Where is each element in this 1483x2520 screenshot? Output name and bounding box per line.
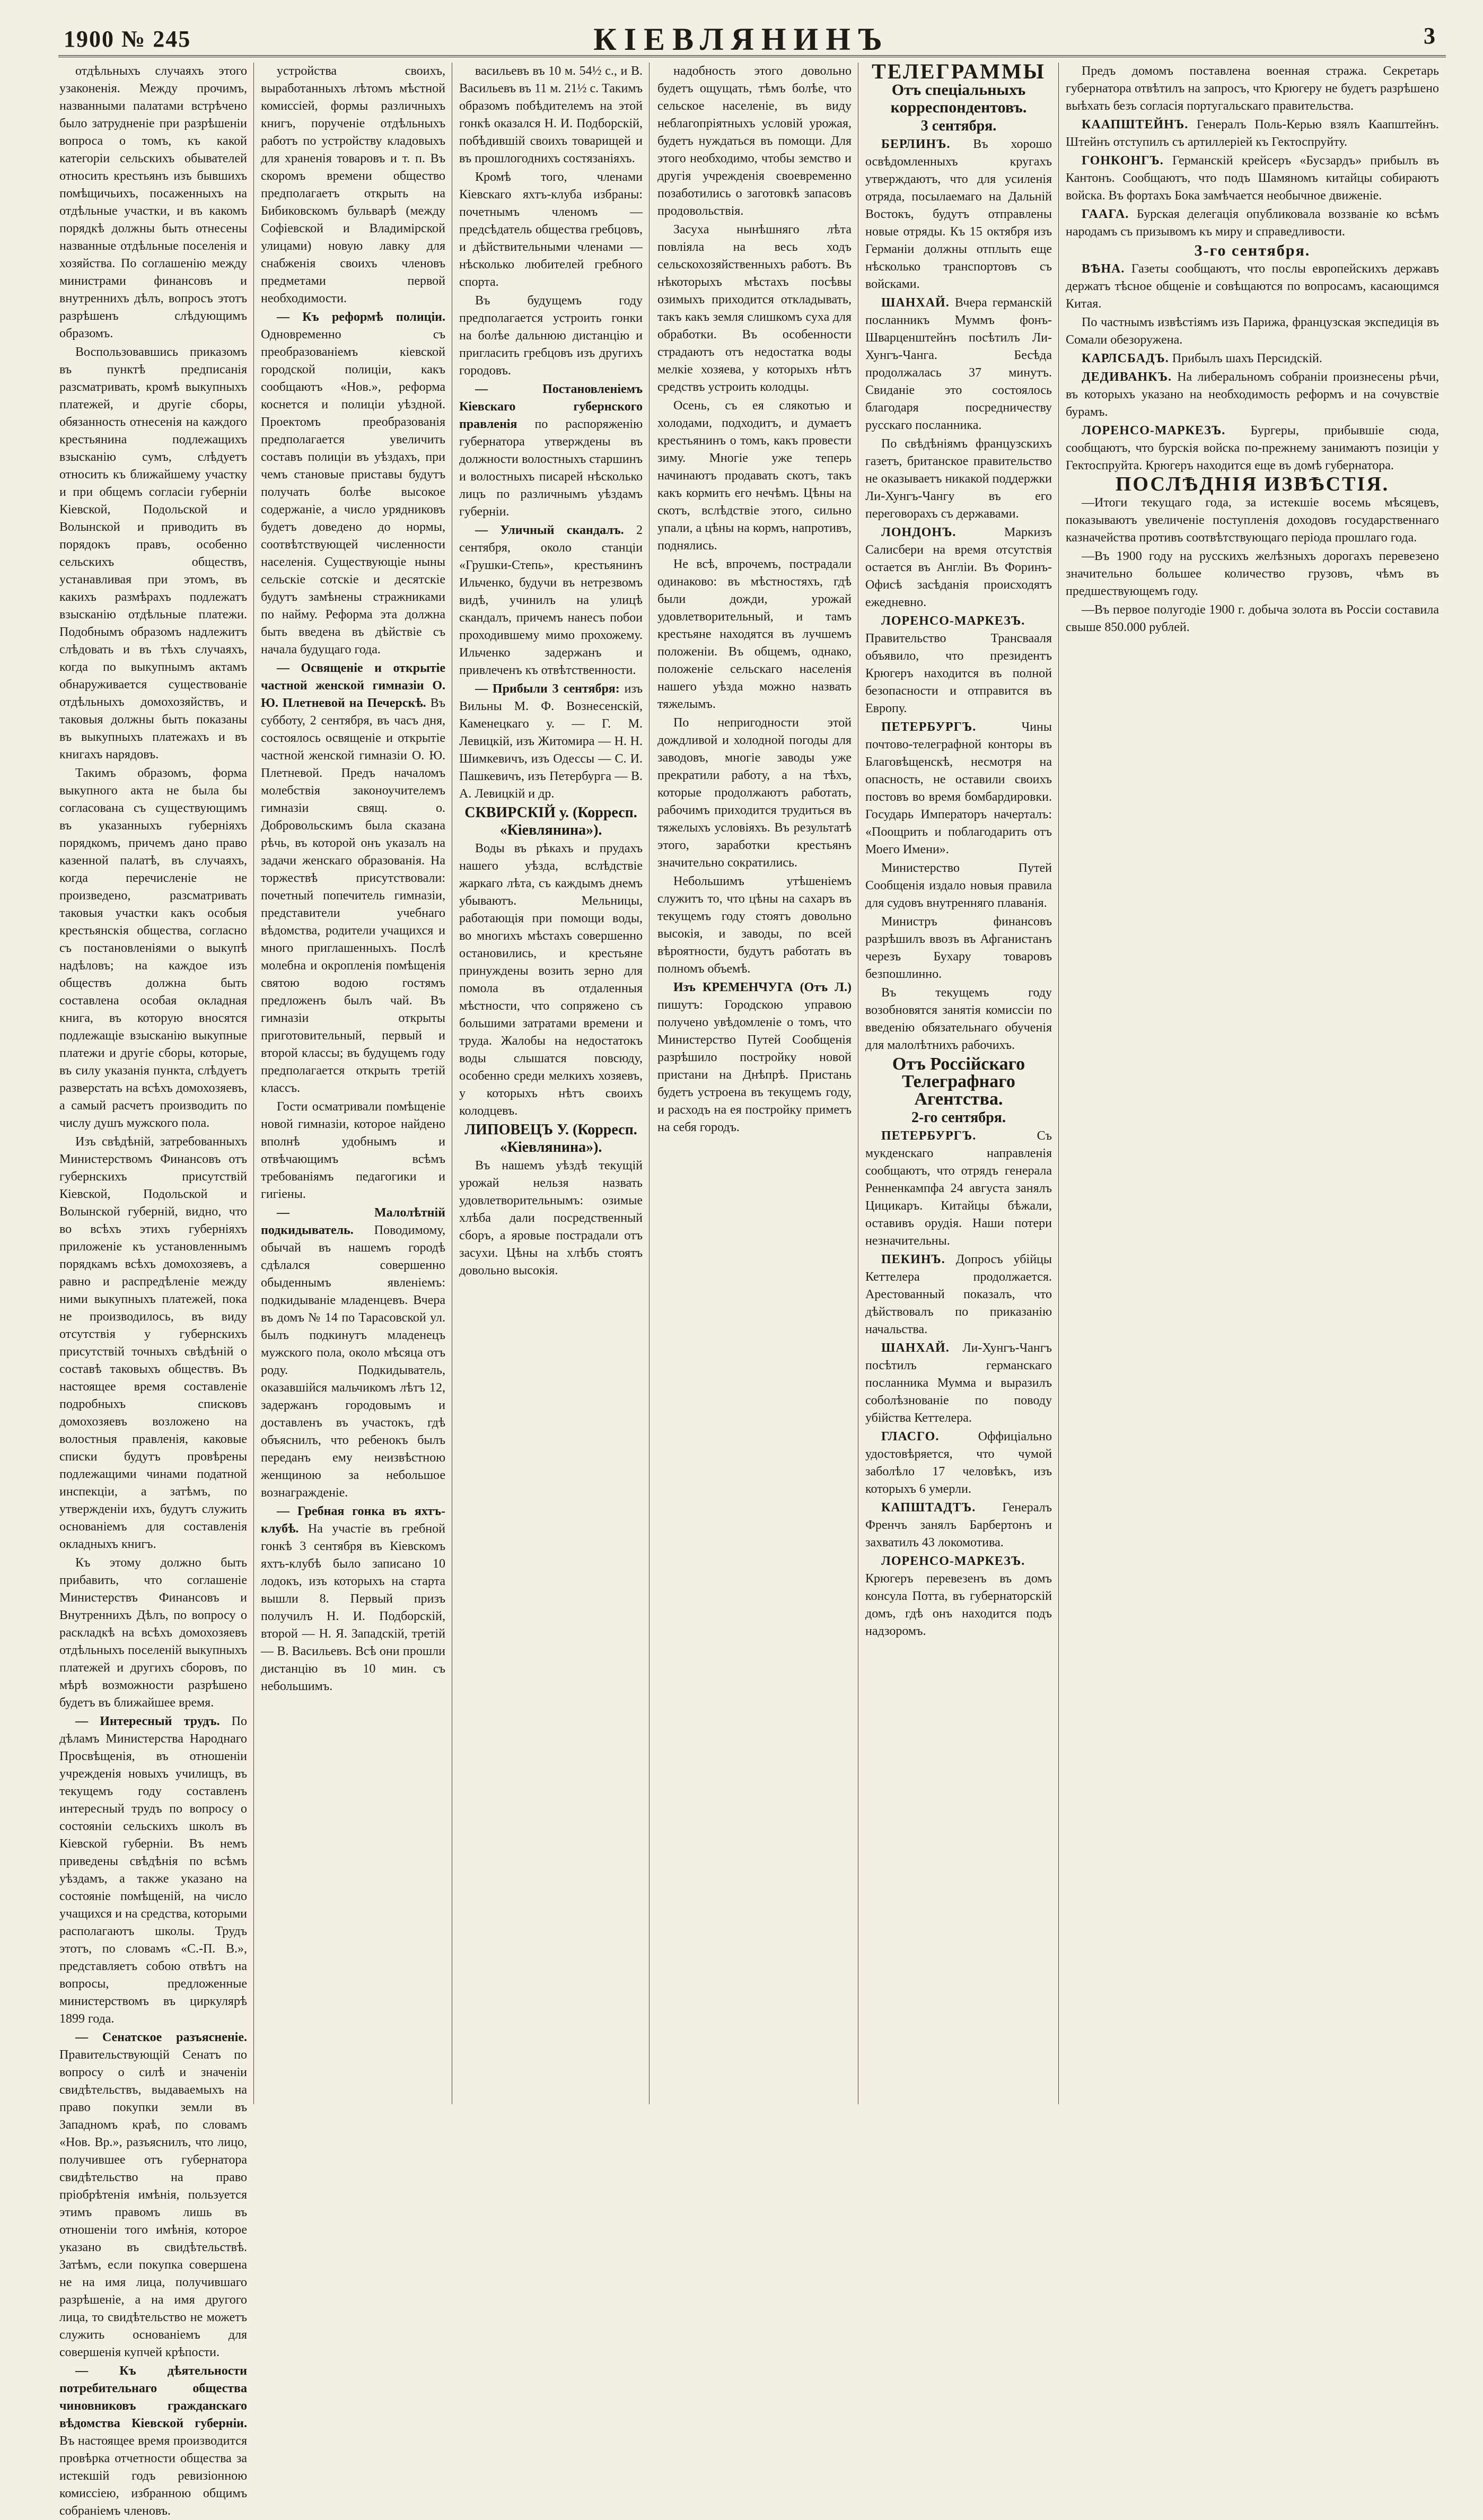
header-rule [58,55,1446,57]
page-number: 3 [1424,23,1435,49]
article-lead: — Гребная гонка въ яхтъ-клубѣ. [261,1504,445,1536]
telegram-paragraph [865,1251,1052,1338]
telegram-paragraph [1066,260,1439,313]
newspaper-title: КІЕВЛЯНИНЪ [593,22,890,57]
telegram-dateline: КААПШТЕЙНЪ. [1082,118,1189,132]
date-heading: 3 сентября. [920,118,997,134]
column-divider [649,63,650,2104]
article-paragraph: По свѣдѣніямъ французскихъ газетъ, британское правительство не оказываетъ никакой поддержки Ли-Хунгъ-Чангу въ его переговорахъ съ державами. [865,437,1052,521]
telegram-text: Въ хорошо освѣдомленныхъ кругахъ утверждаютъ, что для усиленія отряда, посылаемаго на Дальній Востокъ, будутъ отправлены новые отряды. Къ 15 октября изъ Германіи должны отплыть еще нѣсколько транспортовъ съ войсками. [865,137,1052,291]
article-paragraph [261,1503,445,1695]
telegram-dateline: КАРЛСБАДЪ. [1082,352,1169,365]
article-paragraph: отдѣльныхъ случаяхъ этого узаконенія. Между прочимъ, названными палатами встрѣчено было затрудненіе при разрѣшеніи вопроса о томъ, къ какой категоріи сельскихъ обывателей относить крестьянъ изъ бывшихъ помѣщичьихъ, посаженныхъ на отдѣльные участки, и въ какомъ порядкѣ должны быть отнесены названные отдѣльные поселенія и хозяйства. По соглашенію между министрами финансовъ и внутреннихъ дѣлъ, вопросъ этотъ разрѣшенъ слѣдующимъ образомъ. [59,64,247,340]
telegram-paragraph [865,1553,1052,1640]
column-3 [459,63,643,2104]
telegram-text: Вчера германскій посланникъ Муммъ фонъ-Шварценштейнъ посѣтилъ Ли-Хунгъ-Чанга. Бесѣда продолжалась 37 минутъ. Свиданіе это состоялось благодаря посредничеству русскаго посланника. [865,296,1052,432]
article-lead: — Къ дѣятельности потребительнаго общества чиновниковъ гражданскаго вѣдомства Кіевской губерніи. [59,2364,247,2430]
telegram-text: Германскій крейсеръ «Бусзардъ» прибылъ въ Кантонъ. Сообщаютъ, что подъ Шамяномъ китайцы собираютъ войска. Въ фортахъ Бока замѣчается необычное движеніе. [1066,154,1439,203]
article-paragraph: Засуха нынѣшняго лѣта повліяла на весь ходъ сельскохозяйственныхъ работъ. Въ нѣкоторыхъ мѣстахъ посѣвы озимыхъ приходится откладывать, такъ какъ земля слишкомъ суха для обработки. Въ особенности страдаютъ отъ недостатка воды мелкіе хозяева, у которыхъ нѣтъ средствъ устроить колодцы. [657,223,852,394]
telegrams-title: ТЕЛЕГРАММЫ [872,59,1046,83]
article-lead: — Уличный скандалъ. [475,523,624,537]
telegram-dateline: ГААГА. [1082,207,1129,221]
telegram-dateline: ПЕТЕРБУРГЪ. [881,1129,977,1143]
telegram-dateline: ЛОРЕНСО-МАРКЕЗЪ. [881,614,1025,628]
column-5-telegrams [865,59,1052,2104]
article-paragraph: Къ этому должно быть прибавить, что соглашеніе Министерствъ Финансовъ и Внутреннихъ Дѣлъ, по вопросу о раскладкѣ на всѣхъ домохозяевъ отдѣльныхъ поселеній выкупныхъ платежей и другихъ сборовъ, по мѣрѣ возможности разрѣшено будетъ въ ближайшее время. [59,1556,247,1710]
article-lead: — Прибыли 3 сентября: [475,682,620,696]
telegram-dateline: ПЕКИНЪ. [881,1253,945,1266]
article-text: Въ настоящее время производится провѣрка отчетности общества за истекшій годъ ревизіонною комиссіею, избранною общимъ собраніемъ членовъ. [59,2434,247,2518]
article-text: Въ субботу, 2 сентября, въ часъ дня, состоялось освященіе и открытіе частной женской гимназіи О. Ю. Плетневой. Предъ началомъ молебствія законоучителемъ гимназіи свящ. о. Добровольскимъ была сказана рѣчь, въ которой онъ указалъ на задачи женскаго образованія. На торжествѣ присутствовали: почетный попечитель гимназіи, представители учебнаго вѣдомства, родители учащихся и много приглашенныхъ. Послѣ молебна и окропленія помѣщенія святою водою гостямъ предложенъ былъ чай. Въ гимназіи открыты приготовительный, первый и второй классы; въ будущемъ году предполагается открыть третій классъ. [261,696,446,1095]
telegram-paragraph [865,1428,1052,1498]
article-text: На участіе въ гребной гонкѣ 3 сентября въ Кіевскомъ яхтъ-клубѣ было записано 10 лодокъ, изъ которыхъ на старта вышли 8. Первый призъ получилъ Н. И. Подборскій, второй — Н. Я. Западскій, третій — В. Васильевъ. Всѣ они прошли дистанцію въ 10 мин. съ небольшимъ. [261,1522,445,1693]
telegram-paragraph [865,719,1052,859]
newspaper-header [0,0,1483,57]
article-text: Правительствующій Сенатъ по вопросу о силѣ и значеніи свидѣтельствъ, выдаваемыхъ на право покупки земли въ Западномъ краѣ, по словамъ «Нов. Вр.», разъяснилъ, что лицо, получившее отъ губернатора свидѣтельство на право пріобрѣтенія имѣнія, пользуется этимъ правомъ лишь въ отношеніи того имѣнія, которое указано въ свидѣтельствѣ. Затѣмъ, если покупка совершена не на имя лица, получившаго разрѣшеніе, а на имя другого лица, то свидѣтельство не можетъ служить основаніемъ для совершенія купчей крѣпости. [59,2048,247,2359]
telegram-dateline: БЕРЛИНЪ. [881,137,951,151]
article-paragraph [657,979,852,1136]
telegram-dateline: ВѢНА. [1082,262,1125,276]
telegram-paragraph [865,1127,1052,1250]
article-text: пишутъ: Городскою управою получено увѣдомленіе о томъ, что Министерство Путей Сообщенія разрѣшило постройку новой пристани на Днѣпрѣ. Пристань будетъ устроена въ текущемъ году, и расходъ на ея постройку приметъ на себя городъ. [657,998,852,1134]
article-paragraph: Не всѣ, впрочемъ, пострадали одинаково: въ мѣстностяхъ, гдѣ были дожди, урожай удовлетворительный, и тамъ крестьяне находятся въ лучшемъ положеніи. Въ общемъ, однако, положеніе сельскаго населенія нашего уѣзда можно назвать тяжелымъ. [657,557,852,711]
article-paragraph [59,1713,247,2028]
article-paragraph: По непригодности этой дождливой и холодной погоды для заводовъ, многіе заводы уже прекратили работу, а на тѣхъ, которые продолжаютъ работать, рабочимъ приходится трудиться въ тяжелыхъ условіяхъ. Въ результатѣ этого, заработки крестьянъ значительно сократились. [657,716,852,870]
telegram-text: Чины почтово-телеграфной конторы въ Благовѣщенскѣ, несмотря на опасность, не оставили своихъ постовъ во время бомбардировки. Государь Императоръ начерталъ: «Поощрить и поблагодарить отъ Моего Имени». [865,720,1052,856]
telegram-paragraph [865,612,1052,718]
article-paragraph: васильевъ въ 10 м. 54½ с., и В. Васильевъ въ 11 м. 21½ с. Такимъ образомъ побѣдителемъ на этой гонкѣ оказался Н. И. Подборскій, побѣдившій своихъ товарищей и въ прошлогоднихъ состязаніяхъ. [459,64,643,165]
article-paragraph [261,1204,445,1502]
column-1 [59,63,247,2518]
article-paragraph [59,2029,247,2361]
telegram-dateline: ПЕТЕРБУРГЪ. [881,720,977,734]
telegram-dateline: КАПШТАДТЪ. [881,1501,976,1515]
article-lead: — Освященіе и открытіе частной женской гимназіи О. Ю. Плетневой на Печерскѣ. [261,661,445,710]
telegram-dateline: ШАНХАЙ. [881,296,950,310]
article-paragraph: Министръ финансовъ разрѣшилъ ввозъ въ Афганистанъ черезъ Бухару товаровъ безпошлинно. [865,915,1052,981]
article-paragraph [261,309,445,659]
article-paragraph: Небольшимъ утѣшеніемъ служитъ то, что цѣны на сахаръ въ текущемъ году стоятъ довольно высокія, и заводы, по всей вѣроятности, будутъ работать въ полномъ объемѣ. [657,874,852,976]
article-paragraph [459,522,643,679]
telegram-text: Бургеры, прибывшіе сюда, сообщаютъ, что бурскія войска по-прежнему занимаютъ позиціи у Гектоспруйта. Крюгеръ находится еще въ домѣ губернатора. [1066,424,1439,472]
telegram-dateline: ДЕДИВАНКЪ. [1082,370,1172,384]
telegram-paragraph [865,136,1052,293]
telegram-paragraph [865,294,1052,434]
article-paragraph: —Въ первое полугодіе 1900 г. добыча золота въ Россіи составила свыше 850.000 рублей. [1066,603,1439,634]
telegram-paragraph [865,1499,1052,1552]
article-lead: — Сенатское разъясненіе. [75,2031,247,2044]
article-lead: — Постановленіемъ Кіевскаго губернского правленія [459,382,643,431]
telegram-dateline: ГОНКОНГЪ. [1082,154,1164,168]
telegram-dateline: ШАНХАЙ. [881,1341,950,1355]
telegram-text: Ли-Хунгъ-Чангъ посѣтилъ германскаго посланника Мумма и выразилъ соболѣзнованіе по поводу убійства Кеттелера. [865,1341,1052,1425]
telegram-paragraph [1066,369,1439,421]
column-4 [657,63,852,2104]
telegram-dateline: ЛОРЕНСО-МАРКЕЗЪ. [881,1554,1025,1568]
column-divider [253,63,254,2104]
telegram-paragraph [1066,116,1439,151]
article-paragraph: Кромѣ того, членами Кіевскаго яхтъ-клуба избраны: почетнымъ членомъ — предсѣдатель общества гребцовъ, и дѣйствительными членами — нѣсколько любителей гребного спорта. [459,170,643,289]
telegram-text: Правительство Трансвааля объявило, что президентъ Крюгеръ находится въ полной безопасности и отправится въ Европу. [865,632,1052,715]
column-divider [1058,63,1059,2104]
issue-number: 1900 № 245 [64,26,191,52]
article-paragraph: устройства своихъ, выработанныхъ лѣтомъ мѣстной комиссіей, формы различныхъ книгъ, порученіе отдѣльныхъ работъ по устройству кладовыхъ для храненія товаровъ и т. п. Въ скоромъ времени общество предполагаетъ открыть на Бибиковскомъ бульварѣ (между Софіевской и Владимірской улицами) новую лавку для снабженія своихъ членовъ предметами первой необходимости. [261,64,445,305]
telegram-paragraph [1066,206,1439,241]
date-heading: 2-го сентября. [911,1109,1006,1126]
article-text: по распоряженію губернатора утверждены въ должности волостныхъ старшинъ и волостныхъ писарей нѣсколько лицъ по различнымъ уѣздамъ губерніи. [459,417,643,519]
date-heading: 3-го сентября. [1194,242,1311,259]
telegram-paragraph [1066,152,1439,205]
article-paragraph [459,381,643,521]
article-text: Одновременно съ преобразованіемъ кіевской городской полиціи, какъ сообщаютъ «Нов.», реформа коснется и полиціи уѣздной. Проектомъ преобразованія предполагается увеличить составъ полиціи въ уѣздахъ, при чемъ становые приставы будутъ получать болѣе высокое содержаніе, а число урядниковъ будетъ доведено до нормы, соотвѣтствующей численности населенія. Существующіе ныны сельскіе сотскіе и десятскіе будутъ замѣнены стражниками по найму. Реформа эта должна быть введена въ дѣйствіе съ начала будущаго года. [261,328,445,657]
article-lead: Изъ КРЕМЕНЧУГА (Отъ Л.) [673,981,852,994]
telegram-text: Маркизъ Салисбери на время отсутствія остается въ Англіи. Въ Форинъ-Офисѣ засѣданія происходятъ ежедневно. [865,526,1052,609]
telegram-text: Прибылъ шахъ Персидскій. [1169,352,1322,365]
article-paragraph: надобность этого довольно будетъ ощущать, тѣмъ болѣе, что сельское населеніе, въ виду неблагопріятныхъ условій урожая, будетъ нуждаться въ помощи. Для этого необходимо, чтобы земство и другія учрежденія своевременно позаботились о заготовкѣ запасовъ продовольствія. [657,64,852,218]
article-paragraph: Въ будущемъ году предполагается устроить гонки на болѣе дальнюю дистанцію и пригласить гребцовъ изъ другихъ городовъ. [459,294,643,378]
telegram-text: Допросъ убійцы Кеттелера продолжается. Арестованный показалъ, что дѣйствовалъ по приказанію начальства. [865,1253,1052,1336]
last-news-title: ПОСЛѢДНІЯ ИЗВѢСТІЯ. [1115,473,1390,495]
section-headline: ЛИПОВЕЦЪ У. (Корресп. «Кіевлянина»). [464,1122,637,1156]
article-text: Поводимому, обычай въ нашемъ городѣ сдѣлался совершенно обыденнымъ явленіемъ: подкидываніе младенцевъ. Вчера въ домъ № 14 по Тарасовской ул. былъ подкинутъ младенецъ мужского пола, около мѣсяца отъ роду. Подкидыватель, оказавшійся мальчикомъ лѣтъ 12, задержанъ городовымъ и доставленъ въ участокъ, гдѣ объяснилъ, что ребенокъ былъ переданъ ему неизвѣстною женщиною за небольшое вознагражденіе. [261,1223,445,1500]
article-lead: — Интересный трудъ. [75,1714,220,1728]
article-lead: — Малолѣтній подкидыватель. [261,1206,445,1237]
section-headline: СКВИРСКІЙ у. (Корресп. «Кіевлянина»). [464,804,637,838]
article-paragraph: Воспользовавшись приказомъ въ пунктѣ предписанія разсматривать, кромѣ выкупныхъ платежей, и другіе сборы, обязанность отнесенія на каждого крестьянина подлежащихъ взысканію сумъ, слѣдуетъ относить къ ближайшему участку и при общемъ согласіи губерніи Кіевской, Подольской и Волынской и приводить въ порядокъ правъ, особенно сельскихъ обществъ, устанавливая при этомъ, въ какихъ размѣрахъ подлежатъ взысканію отдѣльные платежи. Подобнымъ образомъ надлежитъ слѣдовать и въ тѣхъ случаяхъ, когда по выкупнымъ актамъ обнаруживается существованіе отдѣльныхъ домохозяйствъ, и таковыя должны быть показаны въ выкупныхъ платежахъ и въ книгахъ нарядовъ. [59,345,247,762]
telegram-paragraph [865,1340,1052,1427]
telegram-text: Генералъ Френчъ занялъ Барбертонъ и захватилъ 43 локомотива. [865,1501,1052,1550]
article-paragraph [261,660,445,1097]
article-paragraph: Изъ свѣдѣній, затребованныхъ Министерствомъ Финансовъ отъ губернскихъ присутствій Кіевской, Подольской и Волынской губерній, видно, что во всѣхъ этихъ губерніяхъ приложеніе къ установленнымъ порядкамъ всѣхъ домохозяевъ, а равно и распредѣленіе между ними выкупныхъ платежей, пока не производилось, въ виду отсутствія у губернскихъ присутствій точныхъ свѣдѣній о составѣ таковыхъ обществъ. Въ настоящее время составленіе подробныхъ списковъ домохозяевъ возложено на волостныя правленія, каковые списки будутъ провѣрены подлежащими чинами податной инспекціи, а затѣмъ, по утвержденіи ихъ, будутъ служить основаніемъ для составленія окладныхъ книгъ. [59,1135,247,1551]
article-paragraph: —Въ 1900 году на русскихъ желѣзныхъ дорогахъ перевезено значительно большее количество грузовъ, чѣмъ въ предшествующемъ году. [1066,549,1439,598]
telegrams-subtitle: Отъ спеціальныхъ корреспондентовъ. [890,81,1027,116]
telegram-text: Съ мукденскаго направленія сообщаютъ, что отрядъ генерала Ренненкампфа 24 августа занялъ Цицикаръ. Китайцы бѣжали, оставивъ орудія. Наши потери незначительны. [865,1129,1052,1248]
column-2 [261,63,445,2104]
telegram-text: Бурская делегація опубликовала воззваніе ко всѣмъ народамъ съ призывомъ къ миру и справедливости. [1066,207,1439,239]
article-paragraph: Предъ домомъ поставлена военная стража. Секретарь губернатора отвѣтилъ на запросъ, что Крюгеру не будетъ разрѣшено выѣхать безъ согласія португальскаго правительства. [1066,64,1439,113]
article-text: изъ Вильны М. Ф. Вознесенскій, Каменецкаго у. — Г. М. Левицкій, изъ Житомира — Н. Н. Шимкевичъ, изъ Одессы — С. И. Пашкевичъ, изъ Петербурга — В. А. Левицкій и др. [459,682,643,801]
article-paragraph: Гости осматривали помѣщеніе новой гимназіи, которое найдено вполнѣ удобнымъ и отвѣчающимъ всѣмъ требованіямъ педагогики и гигіены. [261,1100,445,1201]
agency-title: Отъ Россійскаго Телеграфнаго Агентства. [892,1054,1025,1109]
article-paragraph: Осень, съ ея слякотью и холодами, подходитъ, и думаетъ крестьянинъ о томъ, какъ провести зиму. Многіе уже теперь начинаютъ продавать скотъ, такъ какъ кормить его нечѣмъ. Цѣны на скотъ, вслѣдствіе этого, сильно упали, а цѣны на кормъ, напротивъ, поднялись. [657,399,852,553]
article-paragraph: Такимъ образомъ, форма выкупного акта не была бы согласована съ существующимъ въ указанныхъ губерніяхъ порядкомъ, причемъ дано право казенной палатѣ, въ случаяхъ, когда перечисленіе не произведено, разсматривать таковыя участки какъ особыя крестьянскія общества, согласно съ постановленіями о выкупѣ надѣловъ; на каждое изъ обществъ должна быть составлена особая окладная книга, въ которую вносятся подлежащіе взысканію выкупные платежи и другіе сборы, которые, въ силу указанія пункта, слѣдуетъ разверстать на всѣхъ домохозяевъ, а самый расчетъ производить по числу душъ мужского пола. [59,766,247,1130]
telegram-paragraph [865,524,1052,611]
telegram-dateline: ЛОНДОНЪ. [881,526,957,539]
telegram-paragraph [1066,422,1439,475]
telegram-text: Оффиціально удостовѣряется, что чумой заболѣло 17 человѣкъ, изъ которыхъ 6 умерли. [865,1430,1052,1496]
column-6 [1066,63,1439,2104]
article-paragraph: Воды въ рѣкахъ и прудахъ нашего уѣзда, вслѣдствіе жаркаго лѣта, съ каждымъ днемъ убываютъ. Мельницы, работающія при помощи воды, во многихъ мѣстахъ совершенно остановились, и крестьяне принуждены возить зерно для помола въ отдаленныя мѣстности, что сопряжено съ большими затратами времени и труда. Жалобы на недостатокъ воды слышатся повсюду, особенно среди мелкихъ хозяевъ, у которыхъ нѣтъ своихъ колодцевъ. [459,842,643,1118]
telegram-text: На либеральномъ собраніи произнесены рѣчи, въ которыхъ указано на необходимость реформъ и на сочувствіе бурамъ. [1066,370,1439,419]
article-paragraph: Министерство Путей Сообщенія издало новыя правила для судовъ внутренняго плаванія. [865,861,1052,910]
article-lead: — Къ реформѣ полиціи. [277,310,445,324]
article-paragraph: Въ нашемъ уѣздѣ текущій урожай нельзя назвать удовлетворительнымъ: озимые хлѣба дали посредственный сборъ, а яровые пострадали отъ засухи. Цѣны на хлѣбъ стоятъ довольно высокія. [459,1159,643,1278]
telegram-dateline: ГЛАСГО. [881,1430,940,1443]
telegram-text: Крюгеръ перевезенъ въ домъ консула Потта, въ губернаторскій домъ, гдѣ онъ находится подъ надзоромъ. [865,1572,1052,1638]
article-paragraph [459,680,643,803]
article-paragraph: По частнымъ извѣстіямъ изъ Парижа, французская экспедиція въ Сомали обезоружена. [1066,316,1439,347]
article-text: 2 сентября, около станціи «Грушки-Степь», крестьянинъ Ильченко, будучи въ нетрезвомъ видѣ, учинилъ на улицѣ скандалъ, причемъ нанесъ побои проходившему мимо прохожему. Ильченко задержанъ и привлеченъ къ отвѣтственности. [459,523,643,677]
telegram-paragraph [1066,350,1439,368]
article-paragraph [59,2362,247,2520]
article-paragraph: —Итоги текущаго года, за истекшіе восемь мѣсяцевъ, показываютъ увеличеніе поступленія доходовъ государственнаго казначейства противъ соотвѣтствующаго періода прошлаго года. [1066,496,1439,545]
article-text: По дѣламъ Министерства Народнаго Просвѣщенія, въ отношеніи учрежденія новыхъ училищъ, въ текущемъ году составленъ интересный трудъ по вопросу о состояніи сельскихъ школъ въ Кіевской губерніи. Въ немъ приведены свѣдѣнія по всѣмъ уѣздамъ, а также указано на состояніе помѣщеній, на число учащихся и на средства, которыми располагаютъ школы. Трудъ этотъ, по словамъ «С.-П. В.», представляетъ собою отвѣтъ на вопросы, предложенные министерствомъ въ циркулярѣ 1899 года. [59,1714,247,2026]
telegram-text: Газеты сообщаютъ, что послы европейскихъ державъ держатъ тѣсное общеніе и совѣщаются по вопросамъ, касающимся Китая. [1066,262,1439,311]
telegram-text: Генералъ Поль-Керью взялъ Каапштейнъ. Штейнъ отступилъ съ артиллеріей къ Гектоспруйту. [1066,118,1439,149]
telegram-dateline: ЛОРЕНСО-МАРКЕЗЪ. [1082,424,1226,438]
article-paragraph: Въ текущемъ году возобновятся занятія комиссіи по введенію обязательнаго обученія для малолѣтнихъ рабочихъ. [865,986,1052,1052]
